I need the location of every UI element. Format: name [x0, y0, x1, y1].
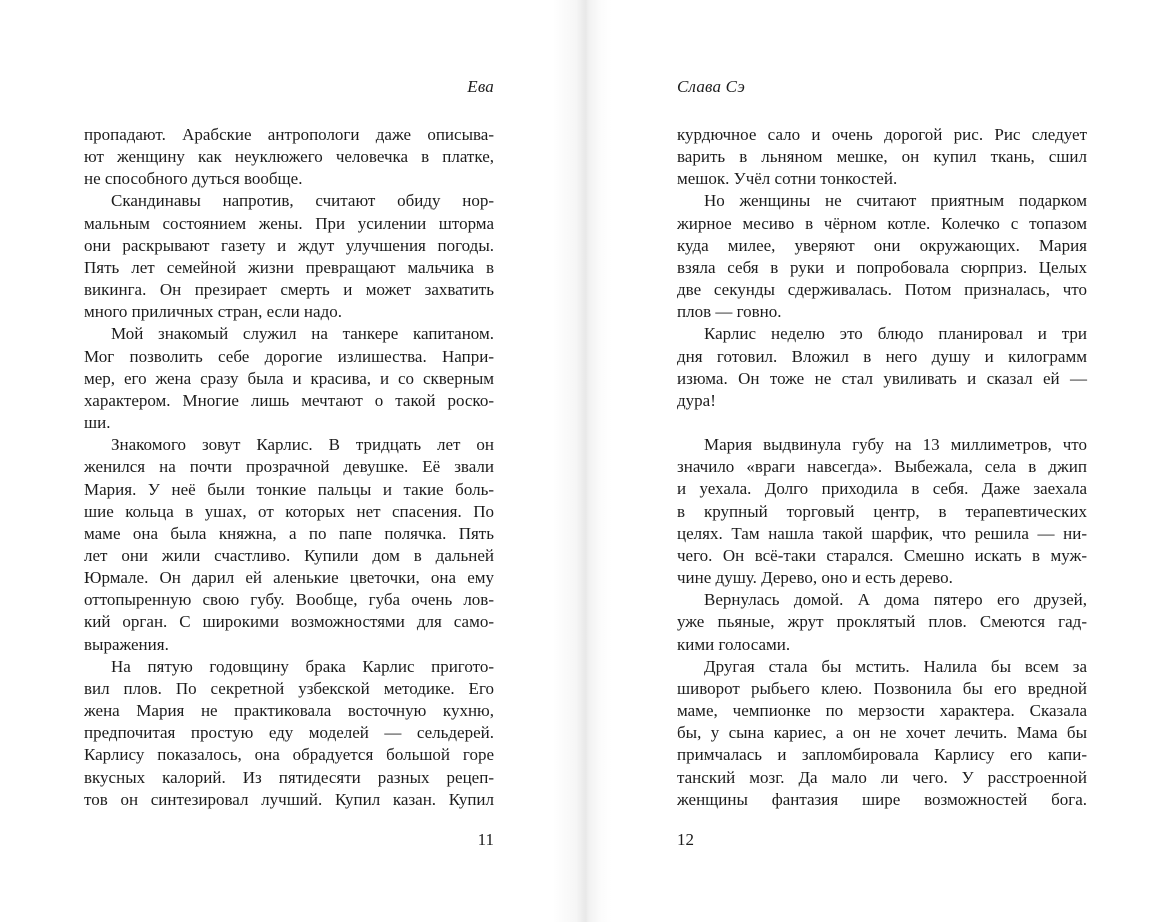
text-line: куда милее, уверяют они окружающих. Мария — [677, 235, 1087, 255]
text-line: Но женщины не считают приятным подарком — [704, 191, 1087, 211]
text-line: плов — говно. — [677, 302, 782, 322]
text-line: Карлис неделю это блюдо планировал и три — [704, 324, 1087, 344]
text-line: и уехала. Долго приходила в себя. Даже заехала — [677, 479, 1087, 499]
text-line: они раскрывают газету и ждут улучшения погоды. — [84, 235, 494, 255]
text-line: мешок. Учёл сотни тонкостей. — [677, 169, 898, 189]
text-line: чего. Он всё-таки старался. Смешно искать в муж- — [677, 545, 1087, 565]
page-number-left: 11 — [477, 830, 494, 849]
text-line: На пятую годовщину брака Карлис пригото- — [111, 656, 494, 676]
text-line: выражения. — [84, 634, 169, 654]
text-line: целях. Там нашла такой шарфик, что решила — ни- — [677, 523, 1087, 543]
text-line: танский мозг. Да мало ли чего. У расстроенной — [677, 767, 1087, 787]
text-line: шиворот рыбьего клею. Позвонила бы его вредной — [677, 678, 1087, 698]
text-line: чине душу. Дерево, оно и есть дерево. — [677, 568, 953, 588]
page-gutter-shadow — [552, 0, 612, 922]
text-line: мальным состоянием жены. При усилении шторма — [84, 213, 494, 233]
text-line: оттопыренную свою губу. Вообще, губа очень лов- — [84, 590, 494, 610]
text-line: Другая стала бы мстить. Налила бы всем за — [704, 656, 1087, 676]
left-page-text — [84, 124, 494, 811]
text-line: курдючное сало и очень дорогой рис. Рис следует — [677, 125, 1087, 144]
text-line: взяла себя в руки и попробовала сюрприз. Целых — [677, 257, 1087, 277]
text-line: мер, его жена сразу была и красива, и со скверным — [84, 368, 494, 388]
text-line: примчалась и запломбировала Карлису его капи- — [677, 745, 1087, 765]
text-line: лет они жили счастливо. Купили дом в дальней — [84, 545, 494, 565]
text-line: жена Мария не практиковала восточную кухню, — [84, 701, 494, 721]
text-line: Мой знакомый служил на танкере капитаном. — [111, 324, 494, 344]
running-head-right: Слава Сэ — [677, 77, 746, 96]
text-line: шие кольца в ушах, от которых нет спасения. По — [84, 501, 494, 521]
text-line: ют женщину как неуклюжего человечка в платке, — [84, 147, 494, 167]
text-line: маме она была княжна, а по папе полячка. Пять — [84, 523, 494, 543]
text-line: изюма. Он тоже не стал увиливать и сказал ей — — [677, 368, 1087, 388]
text-line: Мария. У неё были тонкие пальцы и такие боль- — [84, 479, 494, 499]
text-line: Скандинавы напротив, считают обиду нор- — [111, 191, 494, 211]
text-line: значило «враги навсегда». Выбежала, села в джип — [677, 457, 1087, 477]
text-line: предпочитая простую еду моделей — сельдерей. — [84, 723, 494, 743]
text-line: уже пьяные, жрут проклятый плов. Смеются гад- — [677, 612, 1087, 632]
right-page — [677, 0, 1087, 922]
text-line: в крупный торговый центр, в терапевтических — [677, 501, 1087, 521]
text-line: Знакомого зовут Карлис. В тридцать лет он — [111, 435, 494, 455]
text-line: Мог позволить себе дорогие излишества. Напри- — [84, 346, 494, 366]
section-gap — [677, 412, 1087, 434]
text-line: характером. Многие лишь мечтают о такой роско- — [84, 390, 494, 410]
text-line: Карлису показалось, она обрадуется большой горе — [84, 745, 494, 765]
right-page-text — [677, 124, 1087, 811]
text-line: викинга. Он презирает смерть и может захватить — [84, 280, 494, 300]
text-line: кий орган. С широкими возможностями для само- — [84, 612, 494, 632]
text-line: кими голосами. — [677, 634, 791, 654]
running-head-left: Ева — [467, 77, 494, 96]
text-line: маме, чемпионке по мерзости характера. Сказала — [677, 701, 1087, 721]
text-line: дня готовил. Вложил в него душу и килограмм — [677, 346, 1087, 366]
text-line: две секунды сдерживалась. Потом призналась, что — [677, 280, 1087, 300]
text-line: Мария выдвинула губу на 13 миллиметров, что — [704, 435, 1087, 455]
text-line: ши. — [84, 413, 111, 433]
text-line: тов он синтезировал лучший. Купил казан. Купил — [84, 789, 494, 809]
text-line: много приличных стран, если надо. — [84, 302, 342, 322]
text-line: Вернулась домой. А дома пятеро его друзей, — [704, 590, 1087, 610]
text-line: Пять лет семейной жизни превращают мальчика в — [84, 257, 494, 277]
text-line: женщины фантазия шире возможностей бога. — [677, 789, 1087, 809]
text-line: вил плов. По секретной узбекской методике. Его — [84, 678, 494, 698]
text-line: бы, у сына кариес, а он не хочет лечить. Мама бы — [677, 723, 1087, 743]
text-line: дура! — [677, 390, 716, 410]
text-line: жирное месиво в чёрном котле. Колечко с топазом — [677, 213, 1087, 233]
text-line: варить в льняном мешке, он купил ткань, сшил — [677, 147, 1087, 167]
text-line: вкусных калорий. Из пятидесяти разных рецеп- — [84, 767, 494, 787]
text-line: женился на почти прозрачной девушке. Её звали — [84, 457, 494, 477]
left-page — [84, 0, 494, 922]
page-number-right: 12 — [677, 830, 694, 849]
text-line: Юрмале. Он дарил ей аленькие цветочки, она ему — [84, 568, 494, 588]
text-line: пропадают. Арабские антропологи даже описыва- — [84, 125, 494, 144]
text-line: не способного дуться вообще. — [84, 169, 303, 189]
